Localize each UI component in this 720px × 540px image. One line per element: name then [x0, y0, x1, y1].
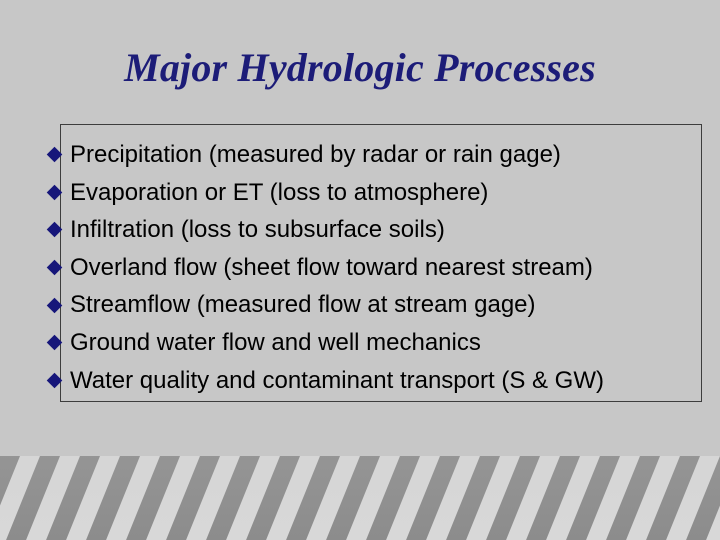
diamond-bullet-icon [47, 373, 63, 389]
bullet-list [45, 136, 604, 399]
diagonal-stripe-band [0, 456, 720, 540]
slide-title: Major Hydrologic Processes [124, 45, 596, 90]
diamond-bullet-icon [47, 222, 63, 238]
bullet-text: Evaporation or ET (loss to atmosphere) [70, 178, 489, 206]
diamond-bullet-icon [47, 297, 63, 313]
bullet-text: Infiltration (loss to subsurface soils) [70, 216, 445, 244]
bullet-item [45, 286, 604, 324]
bullet-text: Ground water flow and well mechanics [70, 328, 481, 356]
bullet-item [45, 136, 604, 174]
bullet-item [45, 174, 604, 212]
bullet-item [45, 324, 604, 362]
diamond-bullet-icon [47, 335, 63, 351]
bullet-text: Streamflow (measured flow at stream gage) [70, 291, 536, 319]
diamond-bullet-icon [47, 185, 63, 201]
bullet-text: Water quality and contaminant transport (S & GW) [70, 366, 604, 394]
bullet-item [45, 211, 604, 249]
diamond-bullet-icon [47, 260, 63, 276]
bullet-item [45, 362, 604, 400]
bullet-text: Precipitation (measured by radar or rain gage) [70, 141, 561, 168]
bullet-text: Overland flow (sheet flow toward nearest stream) [70, 253, 593, 281]
bullet-item [45, 249, 604, 287]
diamond-bullet-icon [47, 147, 63, 163]
